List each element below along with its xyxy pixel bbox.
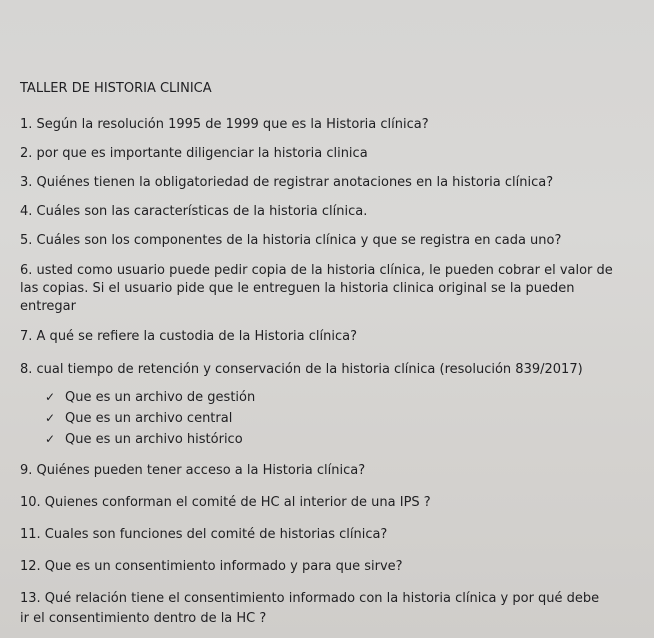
question-5: 5. Cuáles son los componentes de la historia clínica y que se registra en cada uno? <box>20 233 562 248</box>
checklist-item-label: Que es un archivo de gestión <box>65 390 256 405</box>
question-3: 3. Quiénes tienen la obligatoriedad de registrar anotaciones en la historia clínica? <box>20 175 554 190</box>
question-6-line-1: 6. usted como usuario puede pedir copia de la historia clínica, le pueden cobrar el valor de <box>20 263 613 278</box>
question-11: 11. Cuales son funciones del comité de historias clínica? <box>20 527 388 542</box>
question-13-line-2: ir el consentimiento dentro de la HC ? <box>20 611 267 626</box>
question-6-line-3: entregar <box>20 299 76 314</box>
checklist-item <box>45 389 255 406</box>
document-title: TALLER DE HISTORIA CLINICA <box>20 81 212 96</box>
question-8: 8. cual tiempo de retención y conservación de la historia clínica (resolución 839/2017) <box>20 362 583 377</box>
checkmark-icon: ✓ <box>45 390 56 404</box>
question-9: 9. Quiénes pueden tener acceso a la Historia clínica? <box>20 463 366 478</box>
checklist-item <box>45 410 232 427</box>
question-6-line-2: las copias. Si el usuario pide que le entreguen la historia clinica original se la pueden <box>20 281 575 296</box>
question-12: 12. Que es un consentimiento informado y para que sirve? <box>20 559 403 574</box>
question-1: 1. Según la resolución 1995 de 1999 que es la Historia clínica? <box>20 117 429 132</box>
checklist-item <box>45 431 243 448</box>
question-10: 10. Quienes conforman el comité de HC al interior de una IPS ? <box>20 495 431 510</box>
question-4: 4. Cuáles son las características de la historia clínica. <box>20 204 368 219</box>
checkmark-icon: ✓ <box>45 411 56 425</box>
checklist-item-label: Que es un archivo central <box>65 411 233 426</box>
question-7: 7. A qué se refiere la custodia de la Historia clínica? <box>20 329 357 344</box>
checklist-item-label: Que es un archivo histórico <box>65 432 243 447</box>
question-2: 2. por que es importante diligenciar la historia clinica <box>20 146 368 161</box>
checkmark-icon: ✓ <box>45 432 56 446</box>
question-13-line-1: 13. Qué relación tiene el consentimiento informado con la historia clínica y por qué debe <box>20 591 600 606</box>
